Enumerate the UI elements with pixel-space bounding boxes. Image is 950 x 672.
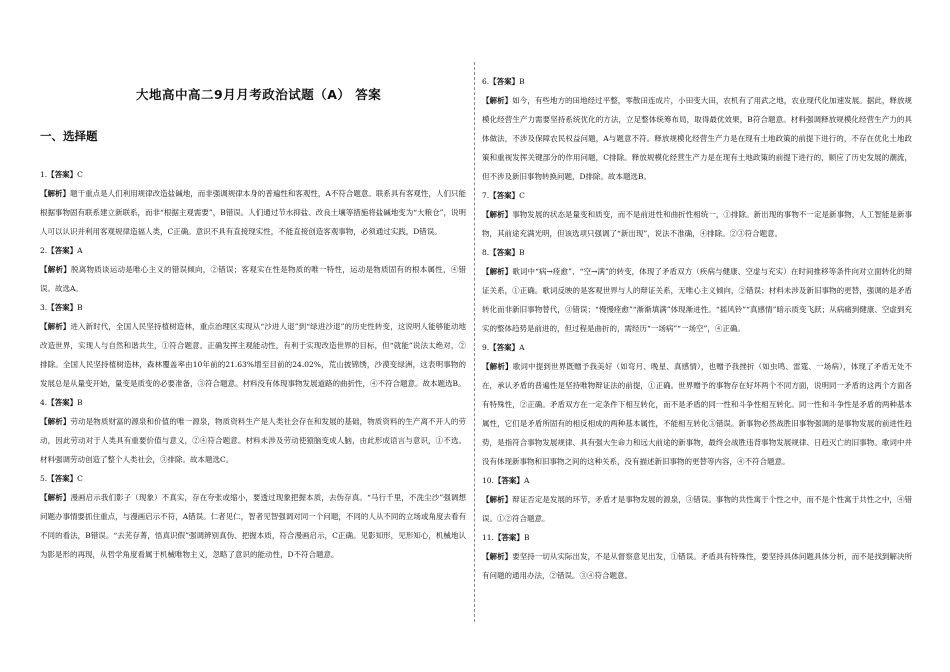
answer-letter: B <box>523 533 530 542</box>
right-column <box>482 72 912 585</box>
answer-letter: A <box>519 343 525 352</box>
answer-letter: C <box>77 170 83 179</box>
left-column <box>40 165 466 564</box>
analysis-text: 进入新时代，全国人民坚持植树造林，重点治理区实现从“沙进人退”到“绿进沙退”的历史性转变，这说明人能够能动地改造世界，实现人与自然和谐共生，①符合题意。正确发挥主观能动性，有利于实现改造世界的目标，但“就能”说法太绝对，②排除。全国人民坚持植树造林，森林覆盖率由10年前的21.63%增至目前的24.02%，荒山披锦绣，沙漠变绿洲，这表明事物的发展总是从量变开始，量变是质变的必要准备，③符合题意。材料没有体现事物发展道路的曲折性，④不符合题意。故本题选B。 <box>40 322 466 388</box>
answer-item: 7.【答案】C 【解析】事物发展的状态是量变和质变，而不是前进性和曲折性相统一，①排除。新出现的事物不一定是新事物，人工智能是新事物，其前途充满光明，但该选项只强调了“新出现”，说法不准确，④排除。②③符合题意。 <box>482 191 913 238</box>
analysis-text: 歌词中提到世界既赠予我美好（如弯月、晚星、真感情），也赠予我挫折（如虫鸣、雷霆、一场病），体现了矛盾无处不在，承认矛盾的普遍性是坚持唯物辩证法的前提，①正确。世界赠予的事物存在好坏两个不同方面，说明同一矛盾的这两个方面各有特殊性，②正确。矛盾双方在一定条件下相互转化，而不是矛盾的同一性和斗争性相互转化。同一性和斗争性是矛盾的两种基本属性，它们是矛盾所固有的相反相成的两种基本属性，不能相互转化③错误。新事物必然战胜旧事物强调的是事物发展的前进性趋势，是指符合事物发展规律、具有强大生命力和远大前途的新事物，最终会战胜违背事物发展规律、日趋灭亡的旧事物。歌词中并没有体现新事物和旧事物之间的这种关系，没有描述新旧事物的更替等内容，④不符合题意。 <box>482 362 913 466</box>
answer-letter: C <box>519 191 525 200</box>
analysis-text: 题干重点是人们利用规律改造盐碱地，而非强调规律本身的普遍性和客观性，A不符合题意。联系具有客观性，人们只能根据事物固有联系建立新联系，而非“根据主观需要”，B错误。人们通过节水抑盐、改良土壤等措施将盐碱地变为“大粮仓”，说明人可以认识并利用客观规律造福人类，C正确。意识不具有直接现实性，不能直接创造客观事物，必须通过实践，D错误。 <box>40 189 466 236</box>
answer-item: 6.【答案】B 【解析】如今，有些地方的田地经过平整，零散田连成片，小田变大田，农机有了用武之地，农业现代化加速发展。据此，释放规模化经营生产力需要坚持系统优化的方法，立足整体统筹布局，取得最优效果，B符合题意。材料强调释放规模化经营生产力的具体做法，不涉及保障农民权益问题，A与题意不符。释放规模化经营生产力是在现有土地政策的前提下进行的，不存在优化土地政策和重视发挥关键部分的作用问题，C排除。释放规模化经营生产力是在现有土地政策的前提下进行的，顺应了历史发展的潮流，但不涉及新旧事物转换问题，D排除。故本题选B。 <box>482 77 913 181</box>
section-heading: 一、选择题 <box>40 129 98 143</box>
answer-item: 11.【答案】B 【解析】要坚持一切从实际出发，不是从督察意见出发，①错误。矛盾具有特殊性，要坚持具体问题具体分析，而不是找到解决所有问题的通用办法，②错误。③④符合题意。 <box>482 533 913 580</box>
answer-letter: B <box>77 303 83 312</box>
analysis-text: 辩证否定是发展的环节，矛盾才是事物发展的源泉，③错误。事物的共性寓于个性之中，而不是个性寓于共性之中，④错误。①②符合题意。 <box>482 495 913 523</box>
answer-letter: B <box>519 248 525 257</box>
analysis-text: 脱离物质谈运动是唯心主义的错误倾向，②错误；客观实在性是物质的唯一特性，运动是物质固有的根本属性，④错误。故选A。 <box>40 265 466 293</box>
answer-item: 8.【答案】B 【解析】歌词中“病→痊愈”、“空→满”的转变，体现了矛盾双方（疾病与健康、空虚与充实）在时间推移等条件向对立面转化的辩证关系，①正确。歌词反映的是客观世界与人的辩证关系，无唯心主义倾向，②错误；材料未涉及新旧事物的更替，强调的是矛盾转化而非新旧事物替代，③错误；“慢慢痊愈”“渐渐填满”体现渐进性。“摇风铃”“真感情”暗示质变飞跃；从病痛到健康、空虚到充实的整体趋势是前进的，但过程是曲折的，需经历“一场病”“一场空”，④正确。 <box>482 248 913 333</box>
analysis-text: 漫画启示我们影子（现象）不真实，存在夸张或缩小，要透过现象把握本质，去伪存真。“马行千里，不洗尘沙”强调想问题办事情要抓住重点，与漫画启示不符，A错误。仁者见仁，智者见智强调对同一个问题，不同的人从不同的立场或角度去看有不同的看法，B错误。“去芜存菁，悟真识假”强调辨别真伪、把握本质，符合漫画启示，C正确。见影知形，见形知心，机械地认为影是形的再现，从哲学角度看属于机械唯物主义，忽略了意识的能动性，D不符合题意。 <box>40 493 466 559</box>
answer-letter: C <box>77 474 83 483</box>
answer-item: 10.【答案】A 【解析】辩证否定是发展的环节，矛盾才是事物发展的源泉，③错误。事物的共性寓于个性之中，而不是个性寓于共性之中，④错误。①②符合题意。 <box>482 476 913 523</box>
analysis-text: 歌词中“病→痊愈”、“空→满”的转变，体现了矛盾双方（疾病与健康、空虚与充实）在时间推移等条件向对立面转化的辩证关系，①正确。歌词反映的是客观世界与人的辩证关系，无唯心主义倾向，②错误；材料未涉及新旧事物的更替，强调的是矛盾转化而非新旧事物替代，③错误；“慢慢痊愈”“渐渐填满”体现渐进性。“摇风铃”“真感情”暗示质变飞跃；从病痛到健康、空虚到充实的整体趋势是前进的，但过程是曲折的，需经历“一场病”“一场空”，④正确。 <box>482 267 913 333</box>
answer-letter: B <box>519 77 525 86</box>
answer-item: 9.【答案】A 【解析】歌词中提到世界既赠予我美好（如弯月、晚星、真感情），也赠予我挫折（如虫鸣、雷霆、一场病），体现了矛盾无处不在，承认矛盾的普遍性是坚持唯物辩证法的前提，①正确。世界赠予的事物存在好坏两个不同方面，说明同一矛盾的这两个方面各有特殊性，②正确。矛盾双方在一定条件下相互转化，而不是矛盾的同一性和斗争性相互转化。同一性和斗争性是矛盾的两种基本属性，它们是矛盾所固有的相反相成的两种基本属性，不能相互转化③错误。新事物必然战胜旧事物强调的是事物发展的前进性趋势，是指符合事物发展规律、具有强大生命力和远大前途的新事物，最终会战胜违背事物发展规律、日趋灭亡的旧事物。歌词中并没有体现新事物和旧事物之间的这种关系，没有描述新旧事物的更替等内容，④不符合题意。 <box>482 343 913 466</box>
answer-item: 2.【答案】A 【解析】脱离物质谈运动是唯心主义的错误倾向，②错误；客观实在性是物质的唯一特性，运动是物质固有的根本属性，④错误。故选A。 <box>40 246 466 293</box>
analysis-text: 如今，有些地方的田地经过平整，零散田连成片，小田变大田，农机有了用武之地，农业现代化加速发展。据此，释放规模化经营生产力需要坚持系统优化的方法，立足整体统筹布局，取得最优效果，B符合题意。材料强调释放规模化经营生产力的具体做法，不涉及保障农民权益问题，A与题意不符。释放规模化经营生产力是在现有土地政策的前提下进行的，不存在优化土地政策和重视发挥关键部分的作用问题，C排除。释放规模化经营生产力是在现有土地政策的前提下进行的，顺应了历史发展的潮流，但不涉及新旧事物转换问题，D排除。故本题选B。 <box>482 96 913 181</box>
answer-letter: B <box>77 398 83 407</box>
analysis-text: 劳动是物质财富的源泉和价值的唯一源泉，物质资料生产是人类社会存在和发展的基础，物质资料的生产离不开人的劳动，因此劳动对于人类具有重要价值与意义，②④符合题意。材料未涉及劳动使猿脑变成人脑，由此形成语言与意识，①不选。材料强调劳动创造了整个人类社会，③排除。故本题选C。 <box>40 417 466 464</box>
answer-letter: A <box>523 476 530 485</box>
answer-item: 3.【答案】B 【解析】进入新时代，全国人民坚持植树造林，重点治理区实现从“沙进人退”到“绿进沙退”的历史性转变，这说明人能够能动地改造世界，实现人与自然和谐共生，①符合题意。正确发挥主观能动性，有利于实现改造世界的目标，但“就能”说法太绝对，②排除。全国人民坚持植树造林，森林覆盖率由10年前的21.63%增至目前的24.02%，荒山披锦绣，沙漠变绿洲，这表明事物的发展总是从量变开始，量变是质变的必要准备，③符合题意。材料没有体现事物发展道路的曲折性，④不符合题意。故本题选B。 <box>40 303 466 388</box>
answer-letter: A <box>77 246 83 255</box>
column-divider <box>474 62 475 622</box>
analysis-text: 事物发展的状态是量变和质变，而不是前进性和曲折性相统一，①排除。新出现的事物不一定是新事物，人工智能是新事物，其前途充满光明，但该选项只强调了“新出现”，说法不准确，④排除。②③符合题意。 <box>482 210 913 238</box>
answer-item: 1.【答案】C 【解析】题干重点是人们利用规律改造盐碱地，而非强调规律本身的普遍性和客观性，A不符合题意。联系具有客观性，人们只能根据事物固有联系建立新联系，而非“根据主观需要”，B错误。人们通过节水抑盐、改良土壤等措施将盐碱地变为“大粮仓”，说明人可以认识并利用客观规律造福人类，C正确。意识不具有直接现实性，不能直接创造客观事物，必须通过实践，D错误。 <box>40 170 466 236</box>
document-title: 大地高中高二9月月考政治试题（A） 答案 <box>136 87 382 102</box>
analysis-text: 要坚持一切从实际出发，不是从督察意见出发，①错误。矛盾具有特殊性，要坚持具体问题具体分析，而不是找到解决所有问题的通用办法，②错误。③④符合题意。 <box>482 552 913 580</box>
answer-item: 5.【答案】C 【解析】漫画启示我们影子（现象）不真实，存在夸张或缩小，要透过现象把握本质，去伪存真。“马行千里，不洗尘沙”强调想问题办事情要抓住重点，与漫画启示不符，A错误。仁者见仁，智者见智强调对同一个问题，不同的人从不同的立场或角度去看有不同的看法，B错误。“去芜存菁，悟真识假”强调辨别真伪、把握本质，符合漫画启示，C正确。见影知形，见形知心，机械地认为影是形的再现，从哲学角度看属于机械唯物主义，忽略了意识的能动性，D不符合题意。 <box>40 474 466 559</box>
answer-item: 4.【答案】B 【解析】劳动是物质财富的源泉和价值的唯一源泉，物质资料生产是人类社会存在和发展的基础，物质资料的生产离不开人的劳动，因此劳动对于人类具有重要价值与意义，②④符合题意。材料未涉及劳动使猿脑变成人脑，由此形成语言与意识，①不选。材料强调劳动创造了整个人类社会，③排除。故本题选C。 <box>40 398 466 464</box>
